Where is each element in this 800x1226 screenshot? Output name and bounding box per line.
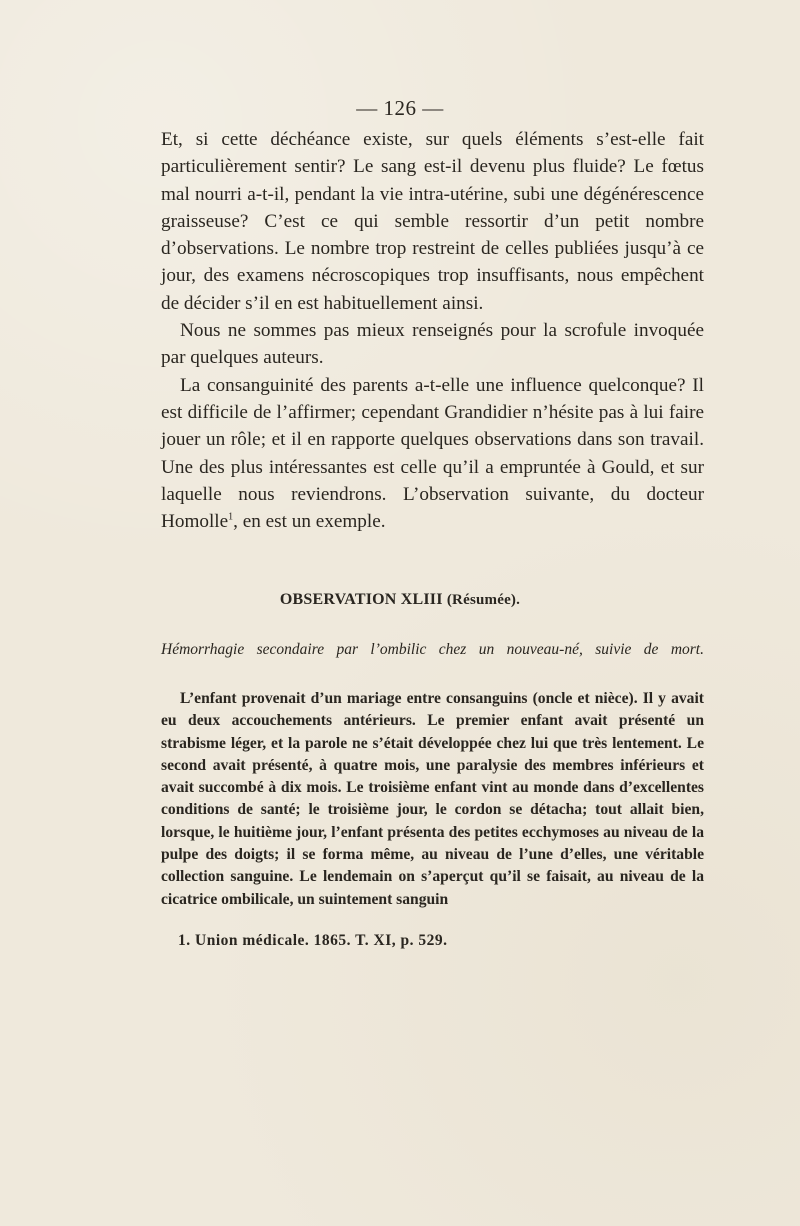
- observation-title-paren: (Résumée).: [446, 592, 521, 608]
- paragraph-3: [161, 372, 704, 536]
- paragraph-1: Et, si cette déchéance existe, sur quels éléments s’est-elle fait particulièrement sentir? Le sang est-il devenu plus fluide? Le fœtus mal nourri a-t-il, pendant la vie intra-utérine, subi une dégénérescence graisseuse? C’est ce qui semble ressortir d’un petit nombre d’observations. Le nombre trop restreint de celles publiées jusqu’à ce jour, des examens nécroscopiques trop insuffisants, nous empêchent de décider s’il en est habituellement ainsi.: [161, 129, 704, 314]
- paragraph-2: Nous ne sommes pas mieux renseignés pour la scrofule invoquée par quelques auteurs.: [161, 320, 704, 369]
- observation-subtitle: Hémorrhagie secondaire par l’ombilic chez un nouveau-né, suivie de mort.: [161, 641, 704, 658]
- paragraph-3-text: La consanguinité des parents a-t-elle une influence quelconque? Il est difficile de l’affirmer; cependant Grandidier n’hésite pas à lui faire jouer un rôle; et il en rapporte quelques observations dans son travail. Une des plus intéressantes est celle qu’il a empruntée à Gould, et sur laquelle nous reviendrons. L’observation suivante, du docteur Homolle: [161, 374, 704, 533]
- observation-body: [161, 688, 704, 911]
- observation-title-main: OBSERVATION XLIII: [279, 591, 443, 608]
- page-number-header: — 126 —: [356, 96, 444, 120]
- observation-paragraph: L’enfant provenait d’un mariage entre consanguins (oncle et nièce). Il y avait eu deux accouchements antérieurs. Le premier enfant avait présenté un strabisme léger, et la parole ne s’était développée chez lui que très lentement. Le second avait présenté, à quatre mois, une paralysie des membres inférieurs et avait succombé à dix mois. Le troisième enfant vint au monde dans d’excellentes conditions de santé; le troisième jour, le cordon se détacha; tout allait bien, lorsque, le huitième jour, l’enfant présenta des petites ecchymoses au niveau de la pulpe des doigts; il se forma même, au niveau de l’une d’elles, une véritable collection sanguine. Le lendemain on s’aperçut qu’il se faisait, au niveau de la cicatrice ombilicale, un suintement sanguin: [161, 690, 704, 908]
- footnote-marker: 1: [228, 511, 234, 523]
- observation-title: [0, 591, 800, 609]
- footnote: 1. Union médicale. 1865. T. XI, p. 529.: [178, 932, 448, 949]
- paragraph-3-end: , en est un exemple.: [233, 511, 386, 533]
- main-text: [161, 126, 704, 535]
